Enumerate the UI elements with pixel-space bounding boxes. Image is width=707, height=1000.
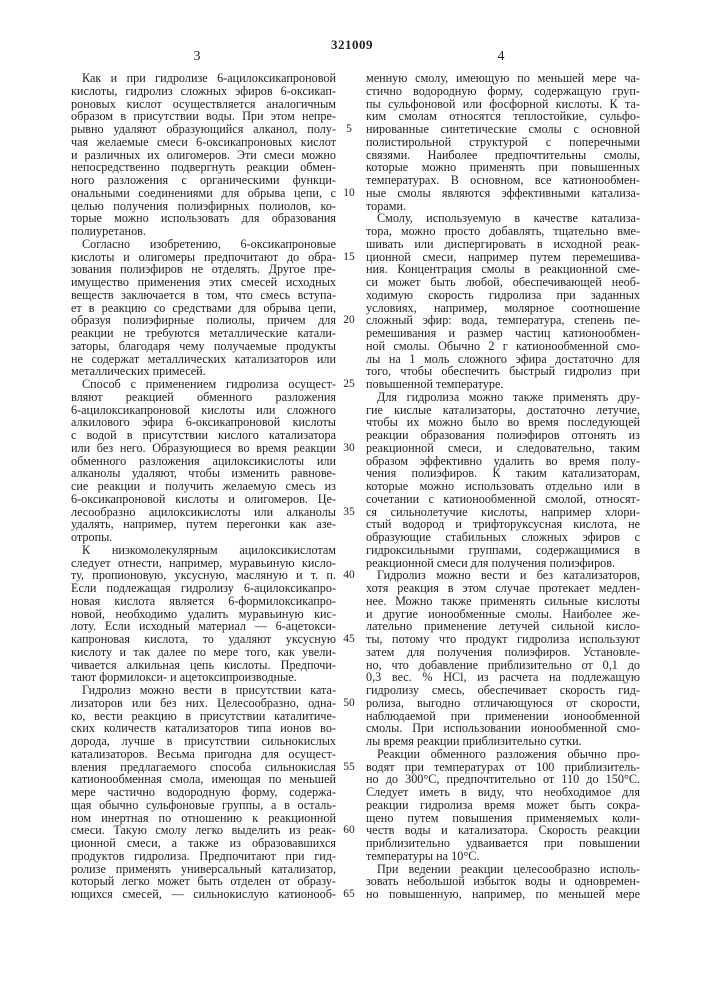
text-line: продуктов гидролиза. Предпочитают при гид- [71,850,336,863]
text-line: ким смолам относятся теплостойкие, сульфо- [366,110,640,123]
text-line: зования полиэфиров не отделять. Другое пре- [71,263,336,276]
text-line: ные смолы являются эффективными катализа- [366,187,640,200]
text-line: лы время реакции приблизительно сутки. [366,735,640,748]
text-line: водят при температурах от 100 приблизитель- [366,761,640,774]
text-line: сложный эфир: вода, температура, степень пе- [366,314,640,327]
paragraph [366,569,640,748]
text-line: температуры на 10°C. [366,850,640,863]
text-line: смеси. Такую смолу легко выделить из реак- [71,824,336,837]
text-line: ционной смеси, а также из образовавшихся [71,837,336,850]
left-text-column [71,72,336,901]
paragraph [71,544,336,684]
text-line: или без него. Образующиеся во время реакции [71,442,336,455]
text-line: наблюдаемой при применении ионообменной [366,710,640,723]
text-line: Гидролиз можно вести в присутствии ката- [71,684,336,697]
text-line: ционной смеси, например путем перемешива- [366,251,640,264]
text-line: гидроксильными группами, содержащимися в [366,544,640,557]
text-line: честв воды и катализатора. Скорость реакции [366,824,640,837]
paragraph [71,72,336,238]
text-line: нированные синтетические смолы с основной [366,123,640,136]
text-line: кислоты, гидролиз сложных эфиров 6-оксикап- [71,85,336,98]
page-number-left: 3 [187,49,207,65]
text-line: следует отнести, например, муравьиную кисло- [71,557,336,570]
text-line: ния. Концентрация смолы в реакционной сме- [366,263,640,276]
paragraph [366,863,640,901]
line-number: 45 [340,633,358,646]
text-line: сие реакции и получить желаемую смесь из [71,480,336,493]
text-line: Для гидролиза можно также применять дру- [366,391,640,404]
line-number: 40 [340,569,358,582]
text-line: кислоты и олигомеры предпочитают до обра- [71,251,336,264]
text-line: ся сильнолетучие кислоты, например хлори- [366,506,640,519]
text-line: ходимую скорость гидролиза при заданных [366,289,640,302]
text-line: но до 300°C, предпочтительно от 110 до 150°C. [366,773,640,786]
text-line: обменного разложения ацилоксикислоты или [71,455,336,468]
text-line: При ведении реакции целесообразно исполь- [366,863,640,876]
text-line: приблизительно удваивается при повышении [366,837,640,850]
text-line: дорода, лучше в присутствии сильнокислых [71,735,336,748]
text-line: не содержат металлических катализаторов или [71,353,336,366]
text-line: который легко может быть отделен от образу- [71,875,336,888]
text-line: Следует иметь в виду, что необходимое для [366,786,640,799]
text-line: целью получения полиэфирных полиолов, ко- [71,200,336,213]
line-number: 30 [340,442,358,455]
text-line: заторы, благодаря чему получаемые продукты [71,340,336,353]
text-line: Способ с применением гидролиза осущест- [71,378,336,391]
text-line: вляют реакцией обменного разложения [71,391,336,404]
text-line: того, чтобы обеспечить быстрый гидролиз при [366,365,640,378]
text-line: зовать небольшой избыток воды и одновремен- [366,875,640,888]
text-line: но, что добавление приблизительно от 0,1 до [366,659,640,672]
text-line: но повышенную, например, по меньшей мере [366,888,640,901]
text-line: затем для получения полиэфиров. Установле- [366,646,640,659]
text-line: ющихся смесей, — сильнокислую катионооб- [71,888,336,901]
text-line: и различных их олигомеров. Эти смеси можно [71,149,336,162]
line-number: 35 [340,506,358,519]
text-line: ролизе применять универсальный катализатор, [71,863,336,876]
text-line: удалять, например, путем перегонки как азе- [71,518,336,531]
text-line: Смолу, используемую в качестве катализа- [366,212,640,225]
text-line: реакционной смеси для получения полиэфиров. [366,557,640,570]
text-line: ной смолы. Обычно 2 г катионообменной смо- [366,340,640,353]
paragraph [71,684,336,901]
line-number: 65 [340,888,358,901]
text-line: ко, вести реакцию в присутствии каталитиче- [71,710,336,723]
text-line: Согласно изобретению, 6-оксикапроновые [71,238,336,251]
text-line: 6-ацилоксикапроновой кислоты или сложного [71,404,336,417]
text-line: лизаторов или без них. Целесообразно, одна- [71,697,336,710]
paragraph [366,391,640,570]
text-line: 0,3 вес. % HCl, из расчета на подлежащую [366,671,640,684]
text-line: образующие стабильных сложных эфиров с [366,531,640,544]
text-line: полиуретанов. [71,225,336,238]
text-line: ремешивания и размер частиц катионообмен- [366,327,640,340]
text-line: катионообменная смола, имеющая по меньшей [71,773,336,786]
text-line: алканолы удаляют, чтобы изменить равнове- [71,467,336,480]
text-line: лательно применение летучей сильной кисло- [366,620,640,633]
text-line: лесообразно ацилоксикислоты или алканолы [71,506,336,519]
paragraph [71,378,336,544]
text-line: гидролизу смесь, обеспечивает скорость гид- [366,684,640,697]
text-line: тора, можно просто добавлять, тщательно вме- [366,225,640,238]
text-line: рывно удаляют образующийся алканол, полу- [71,123,336,136]
line-number: 20 [340,314,358,327]
text-line: шивать или диспергировать в исходной реак- [366,238,640,251]
line-number: 25 [340,378,358,391]
text-line: ролиза, выгодно отличающуюся от скорости, [366,697,640,710]
text-line: смолы. При использовании ионообменной смо- [366,722,640,735]
text-line: стично водородную форму, содержащую груп- [366,85,640,98]
text-line: Реакции обменного разложения обычно про- [366,748,640,761]
text-line: условиях, например, молярное соотношение [366,302,640,315]
text-line: образом эффективно удалить во время полу- [366,455,640,468]
text-line: реакции гидролиза время может быть сокра- [366,799,640,812]
text-line: 6-оксикапроновой кислоты и олигомеров. Це- [71,493,336,506]
text-line: ты, потому что продукт гидролиза используют [366,633,640,646]
text-line: образом в присутствии воды. При этом непре- [71,110,336,123]
text-line: реакции образования полиэфиров отгонять из [366,429,640,442]
text-line: и другие ионообменные смолы. Наиболее же- [366,608,640,621]
text-line: вления предлагаемого способа сильнокислая [71,761,336,774]
text-line: К низкомолекулярным ацилоксикислотам [71,544,336,557]
text-line: лы на 1 моль сложного эфира достаточно для [366,353,640,366]
text-line: хотя реакция в этом случае протекает медлен- [366,582,640,595]
page-number-right: 4 [491,49,511,65]
text-line: с водой в присутствии кислого катализатора [71,429,336,442]
paragraph [71,238,336,378]
text-line: менную смолу, имеющую по меньшей мере ча- [366,72,640,85]
text-line: ональными соединениями для обрыва цепи, с [71,187,336,200]
text-line: Как и при гидролизе 6-ацилоксикапроновой [71,72,336,85]
text-line: катализаторов. Весьма пригодна для осущест- [71,748,336,761]
line-number: 60 [340,824,358,837]
text-line: ту, пропионовую, уксусную, масляную и т. п. [71,569,336,582]
line-number: 5 [340,123,358,136]
text-line: полистирольной структурой с поперечными [366,136,640,149]
text-line: гие кислые катализаторы, достаточно летучие, [366,404,640,417]
text-line: лоту. Если исходный материал — 6-ацетокси- [71,620,336,633]
text-line: стый водород и трифторуксусная кислота, не [366,518,640,531]
text-line: сочетании с катионообменной смолой, относят- [366,493,640,506]
text-line: си может быть любой, обеспечивающей необ- [366,276,640,289]
text-line: торые можно использовать для образования [71,212,336,225]
patent-number: 321009 [322,37,382,53]
text-line: веществ заключается в том, что смесь вступа- [71,289,336,302]
text-line: металлических примесей. [71,365,336,378]
text-line: чения полиэфиров. К таким катализаторам, [366,467,640,480]
text-line: торами. [366,200,640,213]
line-number: 15 [340,251,358,264]
text-line: имущество применения этих смесей исходных [71,276,336,289]
text-line: реакции не требуются металлические катали- [71,327,336,340]
paragraph [366,212,640,391]
right-text-column [366,72,640,901]
paragraph [366,72,640,212]
text-line: алкилового эфира 6-оксикапроновой кислоты [71,416,336,429]
text-line: щено путем повышения применяемых коли- [366,812,640,825]
text-line: ном инертная по отношению к реакционной [71,812,336,825]
text-line: связями. Наиболее предпочтительны смолы, [366,149,640,162]
text-line: Если подлежащая гидролизу 6-ацилоксикапро- [71,582,336,595]
text-line: мере частично водородную форму, содержа- [71,786,336,799]
text-line: щая обычно сульфоновые группы, а в осталь- [71,799,336,812]
text-line: нее. Можно также применять сильные кислоты [366,595,640,608]
text-line: отропы. [71,531,336,544]
paragraph [366,748,640,863]
text-line: новая кислота является 6-формилоксикапро- [71,595,336,608]
text-line: образуя полиэфирные полиолы, причем для [71,314,336,327]
text-line: тают формилокси- и ацетоксипроизводные. [71,671,336,684]
text-line: ет в реакцию со средствами для обрыва цепи, [71,302,336,315]
text-line: которые можно использовать отдельно или в [366,480,640,493]
text-line: реакционной смеси, и следовательно, таким [366,442,640,455]
text-line: ских количеств катализаторов типа ионов во- [71,722,336,735]
text-line: повышенной температуре. [366,378,640,391]
text-line: непосредственно подвергнуть реакции обмен- [71,161,336,174]
text-line: чтобы их можно было во время последующей [366,416,640,429]
line-number: 50 [340,697,358,710]
text-line: которые можно применять при повышенных [366,161,640,174]
text-line: чая желаемые смеси 6-оксикапроновых кислот [71,136,336,149]
text-line: температурах. В основном, все катионообмен- [366,174,640,187]
text-line: чивается алкильная цепь кислоты. Предпочи- [71,659,336,672]
text-line: кислоту и так далее по мере того, как увели- [71,646,336,659]
text-line: ного разложения с органическими функци- [71,174,336,187]
text-line: капроновая кислота, то удаляют уксусную [71,633,336,646]
line-number: 55 [340,761,358,774]
text-line: пы сульфоновой или фосфорной кислоты. К та- [366,98,640,111]
text-line: Гидролиз можно вести и без катализаторов, [366,569,640,582]
line-number: 10 [340,187,358,200]
text-line: новой, необходимо удалить муравьиную кис- [71,608,336,621]
text-line: роновых кислот осуществляется аналогичным [71,98,336,111]
